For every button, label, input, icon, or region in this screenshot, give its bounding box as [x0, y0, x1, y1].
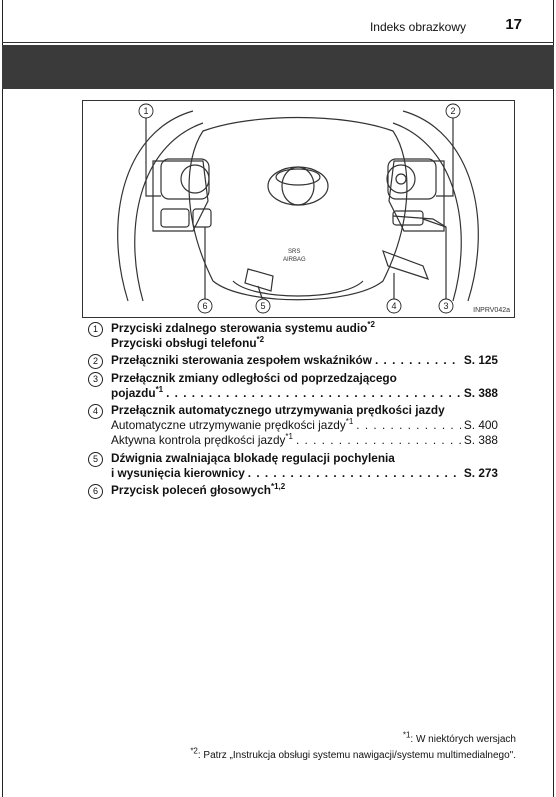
footnote-mark: *1	[155, 384, 164, 394]
callout-1: 1	[143, 106, 149, 116]
footnote-mark: *1	[285, 432, 293, 442]
item-title: Przełącznik zmiany odległości od poprzedzającego	[111, 370, 397, 385]
footnote-2: $^{*2}$: Patrz „Instrukcja obsługi systemu nawigacji/systemu multimedialnego".	[190, 746, 516, 761]
page-number: 17	[505, 16, 522, 33]
section-band	[2, 45, 554, 89]
list-item	[88, 371, 498, 401]
item-number: 3	[88, 372, 103, 387]
page-reference[interactable]: S. 400	[463, 418, 498, 433]
list-item	[88, 451, 498, 481]
callout-3: 3	[443, 301, 449, 311]
sub-item: Aktywna kontrola prędkości jazdy	[111, 433, 286, 448]
page-reference[interactable]: S. 388	[463, 385, 498, 400]
footnote-mark: *2	[256, 335, 265, 345]
list-item	[88, 403, 498, 449]
callout-6: 6	[202, 301, 208, 311]
item-title: Przełączniki sterowania zespołem wskaźników	[111, 353, 372, 368]
figure-code: INPRV042a	[473, 307, 510, 314]
item-number: 2	[88, 354, 103, 369]
callout-5: 5	[260, 301, 266, 311]
callout-2: 2	[450, 106, 456, 116]
page-reference[interactable]: S. 125	[463, 353, 498, 368]
page-reference[interactable]: S. 273	[463, 465, 498, 480]
item-title: Przyciski obsługi telefonu	[111, 336, 257, 351]
list-item	[88, 483, 498, 498]
callout-4: 4	[391, 301, 397, 311]
header-title: Indeks obrazkowy	[369, 20, 466, 34]
steering-wheel-figure	[82, 100, 515, 318]
list-item	[88, 321, 498, 351]
item-number: 4	[88, 404, 103, 419]
component-list	[88, 321, 498, 500]
item-title: Przycisk poleceń głosowych	[111, 483, 271, 498]
header-rule	[2, 42, 554, 43]
item-title: Dźwignia zwalniająca blokadę regulacji pochylenia	[111, 450, 395, 465]
item-title: Przyciski zdalnego sterowania systemu audio	[111, 321, 368, 335]
page-header	[0, 0, 556, 42]
item-title-cont: pojazdu	[111, 385, 156, 400]
footnote-mark: *2	[367, 320, 375, 330]
item-title: Przełącznik automatycznego utrzymywania prędkości jazdy	[111, 403, 445, 418]
item-number: 6	[88, 484, 103, 499]
sub-item: Automatyczne utrzymywanie prędkości jazdy	[111, 418, 346, 433]
item-title-cont: i wysunięcia kierownicy	[111, 465, 245, 480]
footnote-mark: *1	[345, 417, 354, 427]
list-item	[88, 353, 498, 368]
steering-wheel-illustration	[83, 101, 514, 317]
footnote-mark: *1,2	[270, 482, 286, 492]
page-reference[interactable]: S. 388	[463, 433, 498, 448]
item-number: 1	[88, 322, 103, 337]
svg-text:SRS: SRS	[288, 249, 301, 255]
svg-text:AIRBAG: AIRBAG	[283, 257, 306, 263]
item-number: 5	[88, 452, 103, 467]
footnote-1: $^{*1}$: W niektórych wersjach	[402, 730, 516, 745]
